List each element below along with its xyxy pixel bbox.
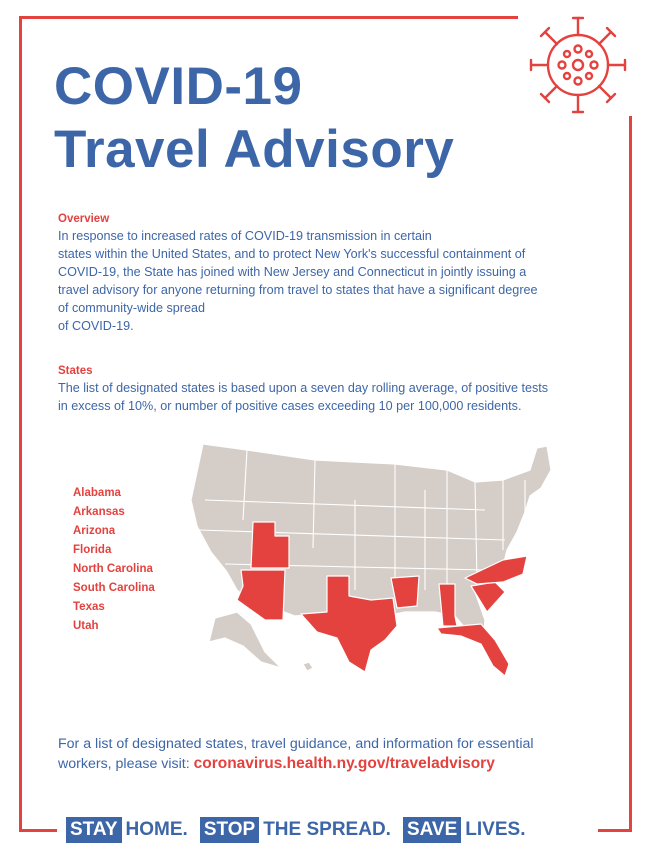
- overview-line: of COVID-19.: [58, 319, 134, 333]
- slogan-save: SAVE: [403, 817, 461, 843]
- overview-line: states within the United States, and to protect New York's successful containment of: [58, 247, 526, 261]
- state-item-arizona: Arizona: [73, 525, 116, 537]
- map-state-florida: [437, 624, 509, 676]
- us-map: [185, 440, 565, 680]
- states-section: [58, 363, 603, 415]
- map-hawaii: [303, 662, 313, 671]
- border-right: [629, 116, 632, 832]
- overview-section: [58, 211, 603, 335]
- state-item-florida: Florida: [73, 544, 112, 556]
- footer-line1: For a list of designated states, travel guidance, and information for essential: [58, 736, 534, 752]
- border-bottom-right: [598, 829, 632, 832]
- state-item-north-carolina: North Carolina: [73, 563, 153, 575]
- page-title-line2: Travel Advisory: [54, 120, 455, 179]
- states-heading: States: [58, 365, 93, 377]
- overview-heading: Overview: [58, 213, 110, 225]
- overview-line: In response to increased rates of COVID-19 transmission in certain: [58, 229, 432, 243]
- map-state-alabama: [439, 584, 457, 626]
- state-item-arkansas: Arkansas: [73, 506, 125, 518]
- footer-line2: [58, 754, 534, 774]
- state-item-alabama: Alabama: [73, 487, 121, 499]
- slogan-home: HOME.: [125, 819, 188, 840]
- page-title-line1: COVID-19: [54, 57, 303, 116]
- overview-line: COVID-19, the State has joined with New Jersey and Connecticut in jointly issuing a: [58, 265, 527, 279]
- slogan: [66, 816, 525, 844]
- states-line: in excess of 10%, or number of positive cases exceeding 10 per 100,000 residents.: [58, 399, 522, 413]
- border-top: [19, 16, 518, 19]
- border-bottom-left: [19, 829, 57, 832]
- footer-note: [58, 734, 534, 774]
- advisory-url-link[interactable]: coronavirus.health.ny.gov/traveladvisory: [193, 755, 495, 772]
- state-item-texas: Texas: [73, 601, 105, 613]
- states-line: The list of designated states is based upon a seven day rolling average, of positive tests: [58, 381, 549, 395]
- slogan-stop: STOP: [200, 817, 259, 843]
- designated-states-list: [73, 484, 155, 636]
- overview-line: of community-wide spread: [58, 301, 205, 315]
- slogan-stay: STAY: [66, 817, 122, 843]
- border-left: [19, 16, 22, 832]
- overview-line: travel advisory for anyone returning from travel to states that have a significant degree: [58, 283, 538, 297]
- footer-prefix: workers, please visit:: [58, 756, 194, 772]
- state-item-south-carolina: South Carolina: [73, 582, 155, 594]
- state-item-utah: Utah: [73, 620, 99, 632]
- slogan-the-spread: THE SPREAD.: [263, 819, 391, 840]
- map-state-arizona: [237, 570, 285, 620]
- slogan-lives: LIVES.: [465, 819, 526, 840]
- coronavirus-icon: [523, 10, 633, 120]
